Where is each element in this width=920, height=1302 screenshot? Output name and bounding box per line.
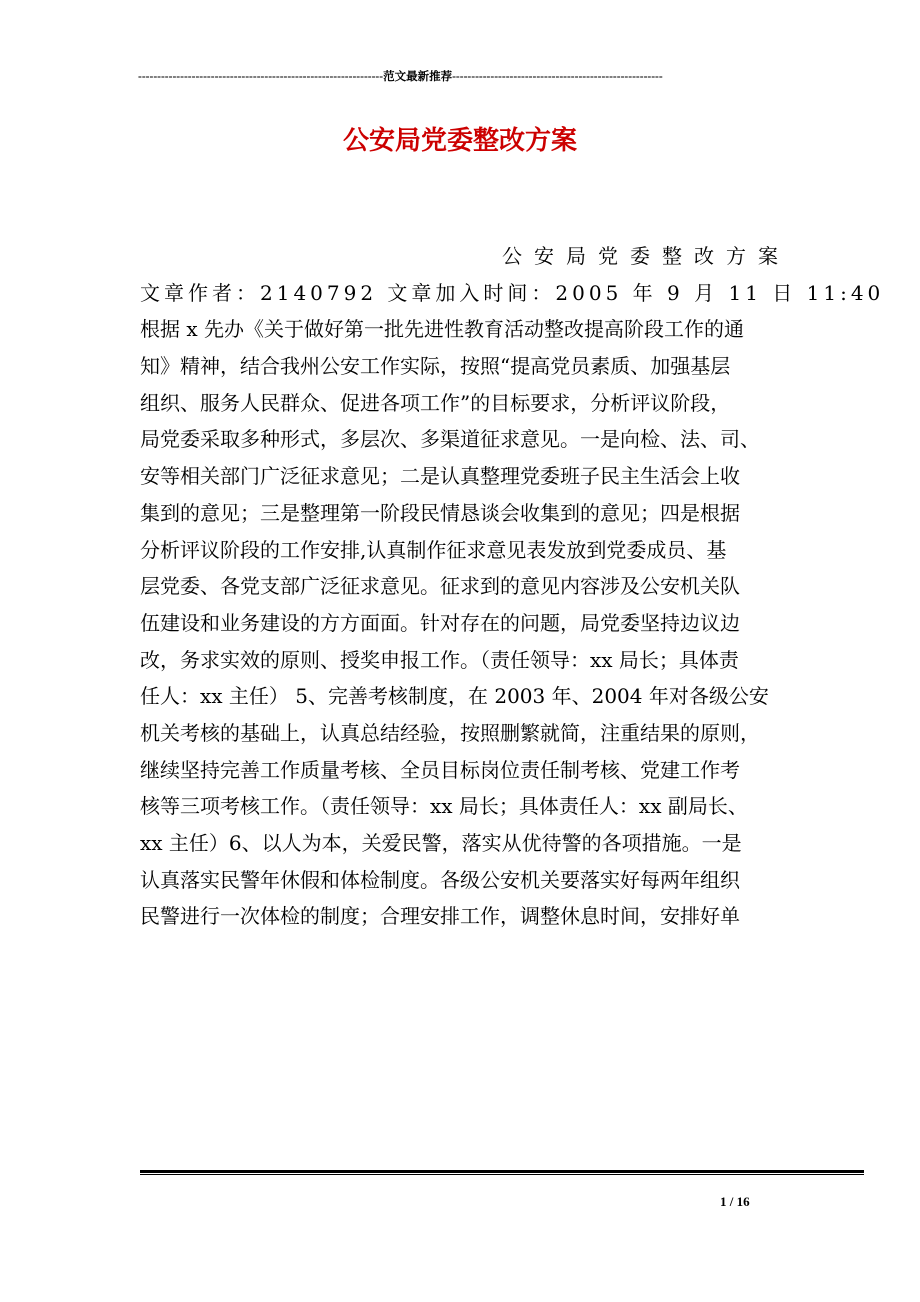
body-line: 安等相关部门广泛征求意见；二是认真整理党委班子民主生活会上收 bbox=[140, 464, 740, 489]
body-line: 核等三项考核工作。（责任领导：xx 局长；具体责任人：xx 副局长、 bbox=[140, 794, 748, 819]
document-body bbox=[140, 238, 885, 935]
body-line: 集到的意见；三是整理第一阶段民情恳谈会收集到的意见；四是根据 bbox=[140, 500, 740, 525]
body-line: 认真落实民警年休假和体检制度。各级公安机关要落实好每两年组织 bbox=[140, 867, 740, 892]
body-meta-line: 文章作者：2140792 文章加入时间：2005 年 9 月 11 日 11:40 bbox=[140, 280, 885, 305]
page-number: 1 / 16 bbox=[720, 1194, 750, 1209]
body-line: 机关考核的基础上，认真总结经验，按照删繁就简，注重结果的原则， bbox=[140, 720, 760, 745]
body-subtitle-line: 公安局党委整改方案 bbox=[502, 244, 790, 268]
header-banner: ----------------------------------------------------------------范文最新推荐------------------------------------------------------- bbox=[138, 71, 663, 83]
body-line: 民警进行一次体检的制度；合理安排工作，调整休息时间，安排好单 bbox=[140, 904, 740, 929]
footer-divider-thin bbox=[140, 1174, 864, 1175]
body-line: 知》精神，结合我州公安工作实际，按照“提高党员素质、加强基层 bbox=[140, 354, 731, 379]
document-title: 公安局党委整改方案 bbox=[342, 126, 577, 156]
body-line: 局党委采取多种形式，多层次、多渠道征求意见。一是向检、法、司、 bbox=[140, 427, 760, 452]
body-line: 伍建设和业务建设的方方面面。针对存在的问题，局党委坚持边议边 bbox=[140, 610, 740, 635]
body-line: 组织、服务人民群众、促进各项工作”的目标要求，分析评议阶段， bbox=[140, 390, 731, 415]
body-line: 继续坚持完善工作质量考核、全员目标岗位责任制考核、党建工作考 bbox=[140, 757, 740, 782]
body-line: 根据 x 先办《关于做好第一批先进性教育活动整改提高阶段工作的通 bbox=[140, 317, 744, 342]
body-line: 改，务求实效的原则、授奖申报工作。（责任领导：xx 局长；具体责 bbox=[140, 647, 739, 672]
body-line: xx 主任）6、以人为本，关爱民警，落实从优待警的各项措施。一是 bbox=[140, 831, 742, 855]
body-line: 任人：xx 主任） 5、完善考核制度，在 2003 年、2004 年对各级公安 bbox=[140, 684, 769, 709]
body-line: 层党委、各党支部广泛征求意见。征求到的意见内容涉及公安机关队 bbox=[140, 574, 740, 599]
footer-divider bbox=[140, 1170, 864, 1173]
body-line: 分析评议阶段的工作安排,认真制作征求意见表发放到党委成员、基 bbox=[140, 537, 727, 562]
